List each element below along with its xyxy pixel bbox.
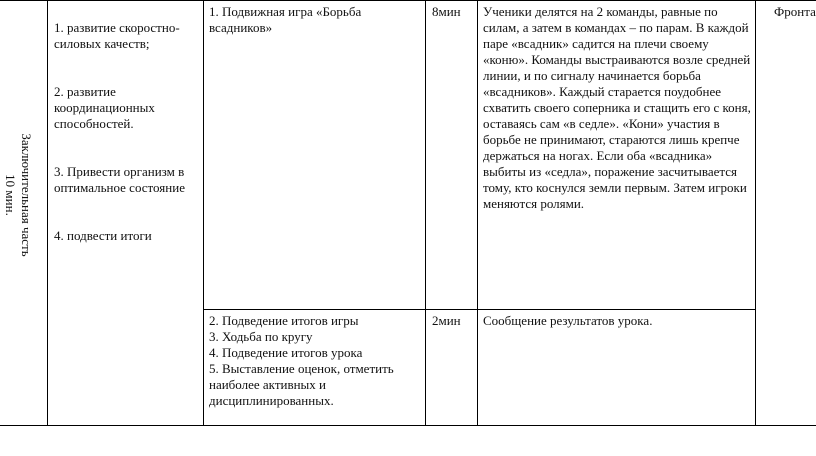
row2-content: 2. Подведение итогов игры 3. Ходьба по кругу 4. Подведение итогов урока 5. Выставление оценок, отметить наиболее активных и дисциплинированных. <box>209 313 394 408</box>
row2-time: 2мин <box>432 313 461 328</box>
col-divider-2 <box>203 0 204 426</box>
section-label <box>0 60 34 330</box>
col-divider-4 <box>477 0 478 426</box>
row1-description: Ученики делятся на 2 команды, равные по силам, а затем в командах – по парам. В каждой паре «всадник» садится на плечи своему «коню». Команды выстраиваются возле средней линии, и по сигналу начинается борьба «всадников». Каждый старается поудобнее схватить своего соперника и стащить его с коня, оставаясь сам «в седле». «Кони» участия в борьбе не принимают, стараются лишь крепче держаться на ногах. Если оба «всадника» выбиты из «седла», поражение засчитывается тому, кто коснулся земли первым. Затем игроки меняются ролями. <box>483 4 751 211</box>
task-item: 1. развитие скоростно-силовых качеств; <box>54 20 180 51</box>
row-divider <box>203 309 756 310</box>
table-bottom-border <box>0 425 816 426</box>
section-label-line2: 10 мин. <box>3 174 18 216</box>
table-top-border <box>0 0 816 1</box>
row1-content: 1. Подвижная игра «Борьба всадников» <box>209 4 362 35</box>
tasks-cell <box>54 4 198 260</box>
row1-time: 8мин <box>432 4 461 19</box>
task-item: 3. Привести организм в оптимальное состояние <box>54 164 185 195</box>
col-divider-5 <box>755 0 756 426</box>
row2-description: Сообщение результатов урока. <box>483 313 653 328</box>
section-label-line1: Заключительная часть <box>19 133 34 257</box>
col-divider-3 <box>425 0 426 426</box>
task-item: 4. подвести итоги <box>54 228 152 243</box>
col-divider-1 <box>47 0 48 426</box>
row1-form: Фронта <box>774 4 816 19</box>
task-item: 2. развитие координационных способностей. <box>54 84 155 131</box>
